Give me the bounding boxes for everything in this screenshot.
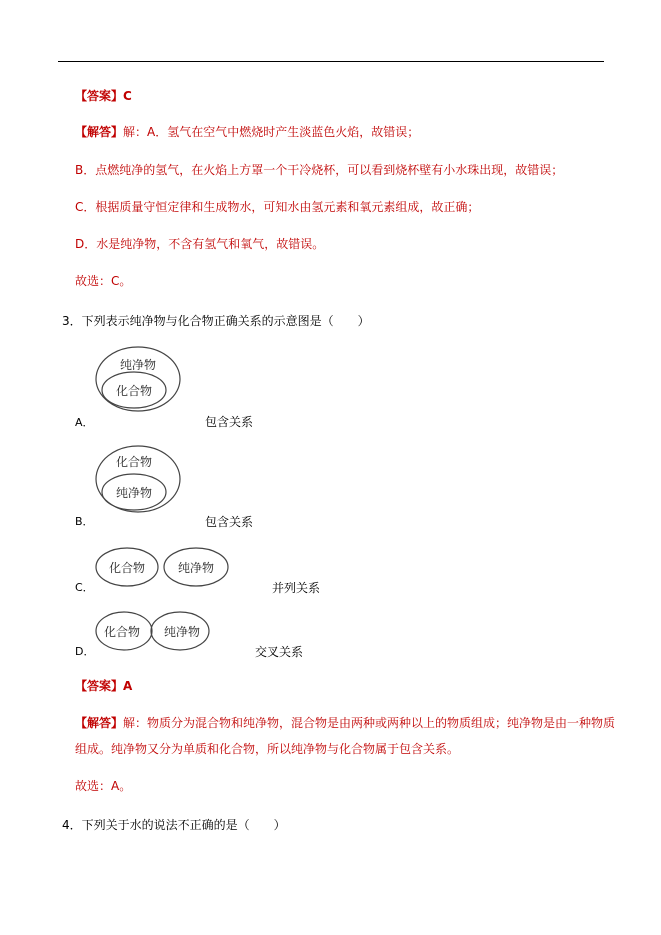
outer-label: 化合物	[115, 455, 153, 469]
option-a-relation: 包含关系	[205, 415, 254, 429]
q2-analysis-line-1: 【解答】解：A．氢气在空气中燃烧时产生淡蓝色火焰，故错误；	[75, 125, 420, 139]
analysis-label: 【解答】	[75, 716, 124, 730]
option-a-letter[interactable]: A．	[75, 416, 94, 429]
q3-analysis-line-1: 【解答】解：物质分为混合物和纯净物，混合物是由两种或两种以上的物质组成；纯净物是由一种物质	[75, 716, 616, 730]
option-c-relation: 并列关系	[272, 581, 321, 595]
answer-value: C	[123, 89, 132, 103]
option-d-relation: 交叉关系	[255, 645, 304, 659]
q2-choice: 故选：C。	[75, 274, 132, 288]
option-d-letter[interactable]: D．	[75, 645, 95, 658]
left-label: 化合物	[103, 625, 141, 639]
right-label: 纯净物	[163, 625, 201, 639]
answer-label: 【答案】	[75, 679, 124, 693]
option-a-diagram	[94, 345, 182, 413]
inner-label: 纯净物	[115, 486, 153, 500]
q2-analysis-line-4: D．水是纯净物，不含有氢气和氧气，故错误。	[75, 237, 325, 251]
analysis-label: 【解答】	[75, 125, 124, 139]
header-rule	[58, 61, 604, 62]
inner-label: 化合物	[115, 384, 153, 398]
left-label: 化合物	[108, 561, 146, 575]
q3-question: 3．下列表示纯净物与化合物正确关系的示意图是（ ）	[62, 314, 370, 328]
option-c-diagram	[94, 546, 232, 588]
option-b-relation: 包含关系	[205, 515, 254, 529]
q3-analysis-line-2: 组成。纯净物又分为单质和化合物，所以纯净物与化合物属于包含关系。	[75, 742, 460, 756]
option-b-diagram	[94, 444, 182, 514]
right-label: 纯净物	[177, 561, 215, 575]
outer-label: 纯净物	[119, 358, 157, 372]
q2-answer	[75, 88, 132, 104]
answer-label: 【答案】	[75, 89, 124, 103]
answer-value: A	[123, 679, 133, 693]
option-c-letter[interactable]: C．	[75, 581, 94, 594]
q3-choice: 故选：A。	[75, 779, 132, 793]
q4-question: 4．下列关于水的说法不正确的是（ ）	[62, 818, 286, 832]
option-d-diagram	[94, 609, 212, 653]
q2-analysis-line-3: C．根据质量守恒定律和生成物水，可知水由氢元素和氧元素组成，故正确；	[75, 200, 480, 214]
q3-answer	[75, 678, 132, 694]
q2-analysis-line-2: B．点燃纯净的氢气，在火焰上方罩一个干冷烧杯，可以看到烧杯壁有小水珠出现，故错误；	[75, 163, 564, 177]
option-b-letter[interactable]: B．	[75, 515, 94, 528]
